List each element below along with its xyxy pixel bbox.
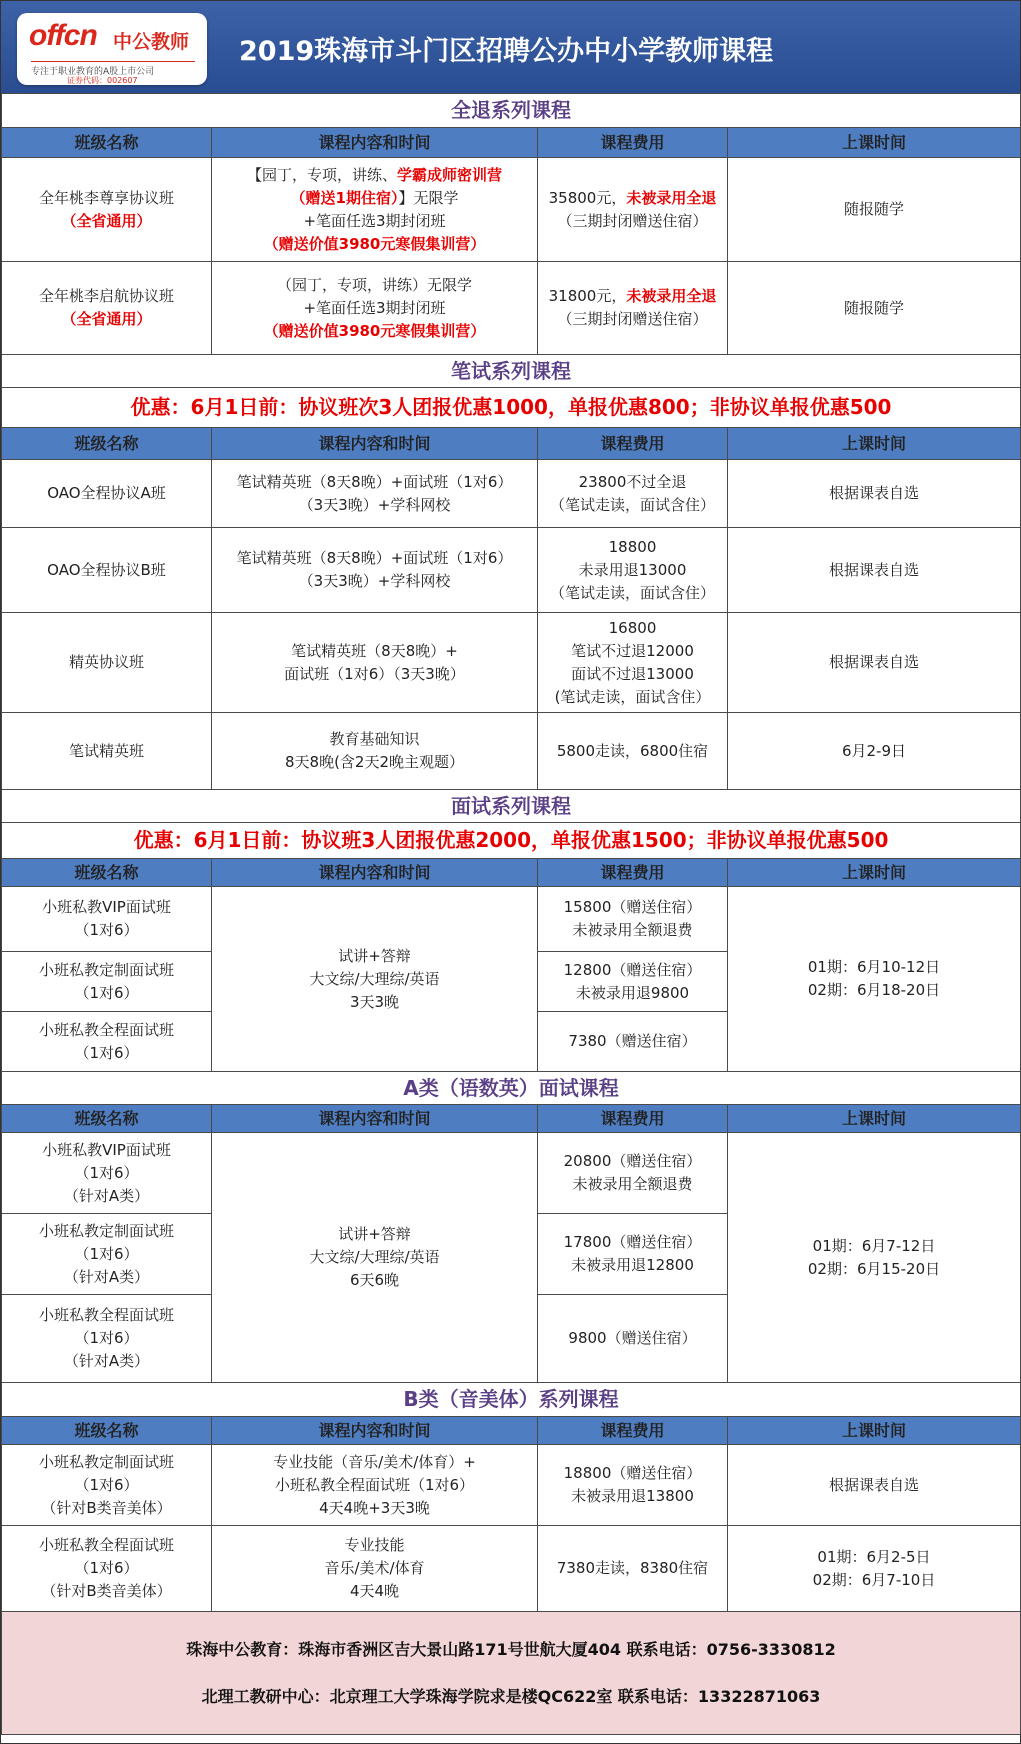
col-header-fee: 课程费用 (538, 128, 728, 158)
course-table (1, 93, 1021, 1735)
course-fee: 23800不过全退 （笔试走读，面试含住） (538, 460, 728, 528)
class-name: OAO全程协议A班 (2, 460, 212, 528)
class-name: 小班私教VIP面试班 （1对6） (2, 887, 212, 952)
class-time: 01期：6月7-12日 02期：6月15-20日 (728, 1133, 1021, 1383)
table-row (2, 613, 1021, 713)
course-fee: 15800（赠送住宿） 未被录用全额退费 (538, 887, 728, 952)
section-title-row (2, 790, 1021, 823)
course-fee: 9800（赠送住宿） (538, 1295, 728, 1383)
logo-divider (31, 61, 195, 62)
footer-contact (2, 1612, 1021, 1735)
section-title-row (2, 1072, 1021, 1105)
course-content: 试讲+答辩 大文综/大理综/英语 3天3晚 (212, 887, 538, 1072)
col-header-content: 课程内容和时间 (212, 1417, 538, 1445)
section-title-row (2, 1383, 1021, 1417)
class-name: 小班私教全程面试班 （1对6） (2, 1012, 212, 1072)
col-header-fee: 课程费用 (538, 428, 728, 460)
logo-brand: offcn (29, 19, 97, 52)
column-header-row (2, 1417, 1021, 1445)
table-row (2, 1526, 1021, 1612)
course-fee: 5800走读，6800住宿 (538, 713, 728, 790)
header-banner (1, 1, 1020, 93)
col-header-time: 上课时间 (728, 1105, 1021, 1133)
column-header-row (2, 428, 1021, 460)
class-time: 根据课表自选 (728, 528, 1021, 613)
col-header-name: 班级名称 (2, 859, 212, 887)
class-name: 小班私教定制面试班 （1对6） （针对B类音美体） (2, 1445, 212, 1526)
class-time: 01期：6月10-12日 02期：6月18-20日 (728, 887, 1021, 1072)
course-fee: 18800（赠送住宿） 未被录用退13800 (538, 1445, 728, 1526)
class-name: 笔试精英班 (2, 713, 212, 790)
class-time: 根据课表自选 (728, 460, 1021, 528)
footer-row (2, 1612, 1021, 1735)
promo-text: 优惠：6月1日前：协议班次3人团报优惠1000，单报优惠800；非协议单报优惠500 (2, 388, 1021, 428)
col-header-content: 课程内容和时间 (212, 859, 538, 887)
offcn-logo (17, 13, 207, 85)
table-row (2, 460, 1021, 528)
logo-stock-code: 证券代码：002607 (67, 76, 138, 85)
class-name: 小班私教全程面试班 （1对6） （针对B类音美体） (2, 1526, 212, 1612)
table-row (2, 528, 1021, 613)
table-row (2, 158, 1021, 262)
course-content: 教育基础知识 8天8晚(含2天2晚主观题） (212, 713, 538, 790)
col-header-name: 班级名称 (2, 1105, 212, 1133)
section-title-row (2, 94, 1021, 128)
class-time: 6月2-9日 (728, 713, 1021, 790)
logo-cn: 中公教师 (113, 31, 190, 53)
table-row (2, 1133, 1021, 1214)
col-header-content: 课程内容和时间 (212, 428, 538, 460)
class-time: 根据课表自选 (728, 1445, 1021, 1526)
course-fee: 7380走读，8380住宿 (538, 1526, 728, 1612)
course-content: 笔试精英班（8天8晚）+面试班（1对6） （3天3晚）+学科网校 (212, 528, 538, 613)
course-fee: 35800元，未被录用全退 （三期封闭赠送住宿） (538, 158, 728, 262)
col-header-name: 班级名称 (2, 128, 212, 158)
class-name: 小班私教定制面试班 （1对6） （针对A类） (2, 1214, 212, 1295)
class-name: 小班私教全程面试班 （1对6） （针对A类） (2, 1295, 212, 1383)
course-content: 专业技能（音乐/美术/体育）+ 小班私教全程面试班（1对6） 4天4晚+3天3晚 (212, 1445, 538, 1526)
class-name: 小班私教VIP面试班 （1对6） （针对A类） (2, 1133, 212, 1214)
course-content: 试讲+答辩 大文综/大理综/英语 6天6晚 (212, 1133, 538, 1383)
class-time: 随报随学 (728, 262, 1021, 355)
course-content: 笔试精英班（8天8晚）+ 面试班（1对6）（3天3晚） (212, 613, 538, 713)
section-title: 笔试系列课程 (2, 355, 1021, 388)
course-fee: 16800 笔试不过退12000 面试不过退13000 (笔试走读，面试含住） (538, 613, 728, 713)
col-header-time: 上课时间 (728, 428, 1021, 460)
col-header-time: 上课时间 (728, 859, 1021, 887)
section-title: B类（音美体）系列课程 (2, 1383, 1021, 1417)
class-time: 根据课表自选 (728, 613, 1021, 713)
table-row (2, 713, 1021, 790)
promo-row (2, 823, 1021, 859)
class-time: 01期：6月2-5日 02期：6月7-10日 (728, 1526, 1021, 1612)
col-header-time: 上课时间 (728, 1417, 1021, 1445)
course-content: （园丁，专项，讲练）无限学 +笔面任选3期封闭班 （赠送价值3980元寒假集训营） (212, 262, 538, 355)
section-title: 面试系列课程 (2, 790, 1021, 823)
table-row (2, 887, 1021, 952)
column-header-row (2, 128, 1021, 158)
section-title: 全退系列课程 (2, 94, 1021, 128)
course-fee: 31800元，未被录用全退 （三期封闭赠送住宿） (538, 262, 728, 355)
footer-line-zhuhai: 珠海中公教育：珠海市香洲区吉大景山路171号世航大厦404 联系电话：0756-3330812 (186, 1640, 836, 1659)
table-row (2, 262, 1021, 355)
col-header-time: 上课时间 (728, 128, 1021, 158)
course-fee: 20800（赠送住宿） 未被录用全额退费 (538, 1133, 728, 1214)
footer-line-bit: 北理工教研中心：北京理工大学珠海学院求是楼QC622室 联系电话：13322871063 (201, 1687, 821, 1706)
col-header-name: 班级名称 (2, 428, 212, 460)
col-header-fee: 课程费用 (538, 1417, 728, 1445)
col-header-fee: 课程费用 (538, 1105, 728, 1133)
col-header-content: 课程内容和时间 (212, 128, 538, 158)
class-name: 小班私教定制面试班 （1对6） (2, 952, 212, 1012)
section-title-row (2, 355, 1021, 388)
class-name: OAO全程协议B班 (2, 528, 212, 613)
promo-text: 优惠：6月1日前：协议班3人团报优惠2000，单报优惠1500；非协议单报优惠500 (2, 823, 1021, 859)
course-fee: 12800（赠送住宿） 未被录用退9800 (538, 952, 728, 1012)
column-header-row (2, 1105, 1021, 1133)
logo-slogan: 专注于职业教育的A股上市公司 (31, 67, 155, 77)
section-title: A类（语数英）面试课程 (2, 1072, 1021, 1105)
course-content: 专业技能 音乐/美术/体育 4天4晚 (212, 1526, 538, 1612)
course-content: 笔试精英班（8天8晚）+面试班（1对6） （3天3晚）+学科网校 (212, 460, 538, 528)
course-fee: 7380（赠送住宿） (538, 1012, 728, 1072)
class-name: 全年桃李尊享协议班 （全省通用） (2, 158, 212, 262)
class-name: 全年桃李启航协议班 （全省通用） (2, 262, 212, 355)
class-time: 随报随学 (728, 158, 1021, 262)
promo-row (2, 388, 1021, 428)
course-fee: 17800（赠送住宿） 未被录用退12800 (538, 1214, 728, 1295)
course-content: 【园丁，专项，讲练、学霸成师密训营 （赠送1期住宿）】无限学 +笔面任选3期封闭班 （赠送价值3980元寒假集训营） (212, 158, 538, 262)
col-header-fee: 课程费用 (538, 859, 728, 887)
page-title: 2019珠海市斗门区招聘公办中小学教师课程 (239, 36, 774, 67)
column-header-row (2, 859, 1021, 887)
table-row (2, 1445, 1021, 1526)
col-header-content: 课程内容和时间 (212, 1105, 538, 1133)
course-fee: 18800 未录用退13000 （笔试走读，面试含住） (538, 528, 728, 613)
class-name: 精英协议班 (2, 613, 212, 713)
col-header-name: 班级名称 (2, 1417, 212, 1445)
